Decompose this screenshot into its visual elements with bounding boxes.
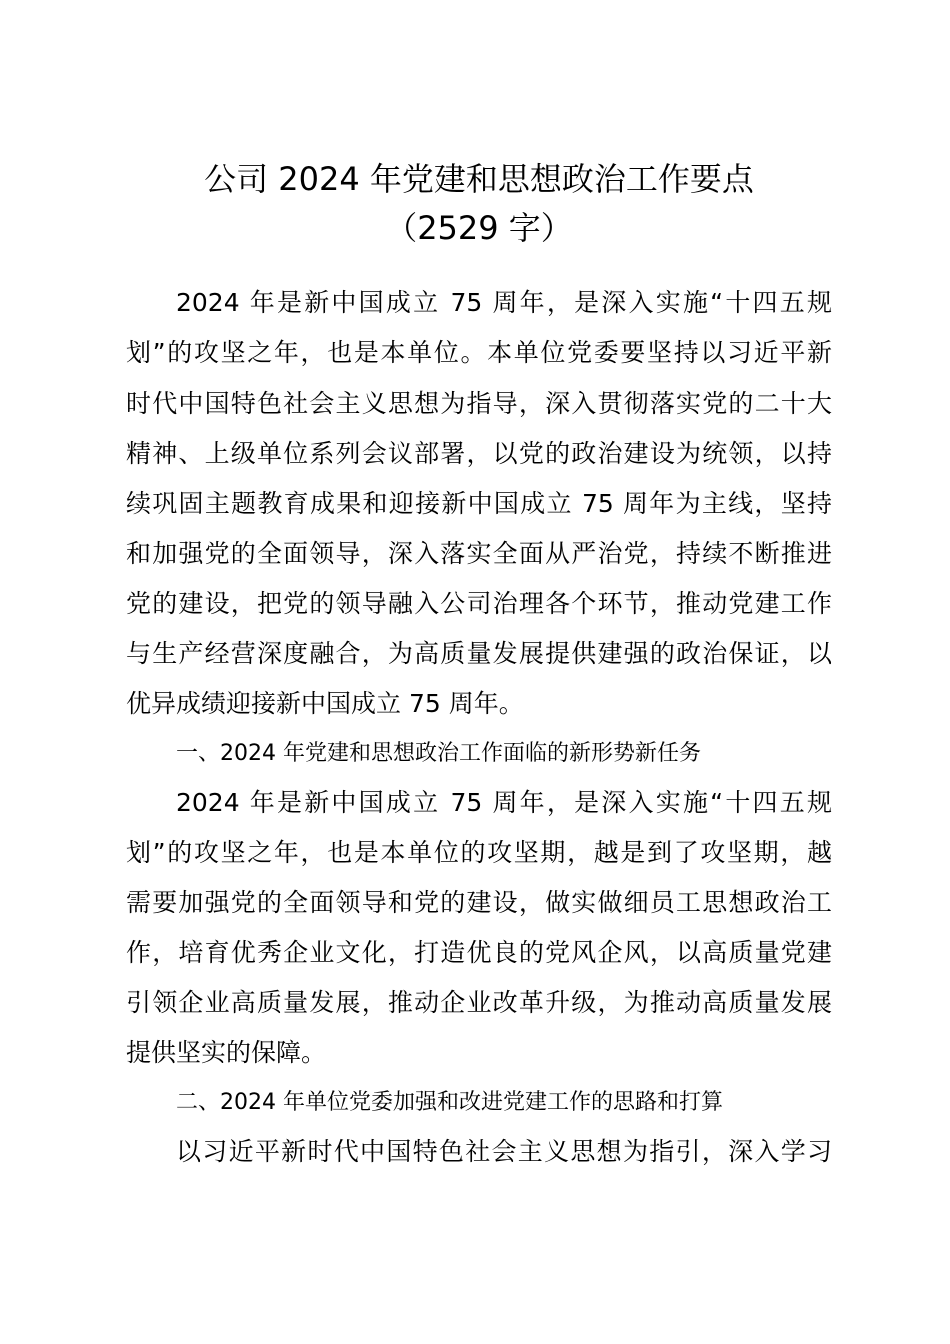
intro-line: 与生产经营深度融合，为高质量发展提供建强的政治保证，以 [126, 639, 832, 668]
intro-line: 2024 年是新中国成立 75 周年，是深入实施“十四五规 [176, 288, 832, 317]
intro-line: 和加强党的全面领导，深入落实全面从严治党，持续不断推进 [126, 539, 832, 568]
section-1-line: 引领企业高质量发展，推动企业改革升级，为推动高质量发展 [126, 988, 832, 1017]
section-2-heading: 二、2024 年单位党委加强和改进党建工作的思路和打算 [176, 1090, 723, 1115]
section-1-heading: 一、2024 年党建和思想政治工作面临的新形势新任务 [176, 741, 701, 766]
document-subtitle: （2529 字） [385, 209, 573, 247]
section-2-line: 以习近平新时代中国特色社会主义思想为指引，深入学习 [176, 1137, 832, 1166]
section-1-line: 2024 年是新中国成立 75 周年，是深入实施“十四五规 [176, 788, 832, 817]
document-title: 公司 2024 年党建和思想政治工作要点 [204, 160, 754, 198]
section-1-line: 作，培育优秀企业文化，打造优良的党风企风，以高质量党建 [126, 938, 832, 967]
section-1-line: 需要加强党的全面领导和党的建设，做实做细员工思想政治工 [126, 888, 832, 917]
intro-line: 优异成绩迎接新中国成立 75 周年。 [126, 689, 524, 718]
intro-line: 时代中国特色社会主义思想为指导，深入贯彻落实党的二十大 [126, 389, 832, 418]
intro-line: 续巩固主题教育成果和迎接新中国成立 75 周年为主线，坚持 [126, 489, 832, 518]
section-1-line: 提供坚实的保障。 [126, 1038, 327, 1067]
intro-line: 精神、上级单位系列会议部署，以党的政治建设为统领，以持 [126, 439, 832, 468]
section-1-line: 划”的攻坚之年，也是本单位的攻坚期，越是到了攻坚期，越 [126, 838, 832, 867]
intro-line: 党的建设，把党的领导融入公司治理各个环节，推动党建工作 [126, 589, 832, 618]
intro-line: 划”的攻坚之年，也是本单位。本单位党委要坚持以习近平新 [126, 338, 832, 367]
